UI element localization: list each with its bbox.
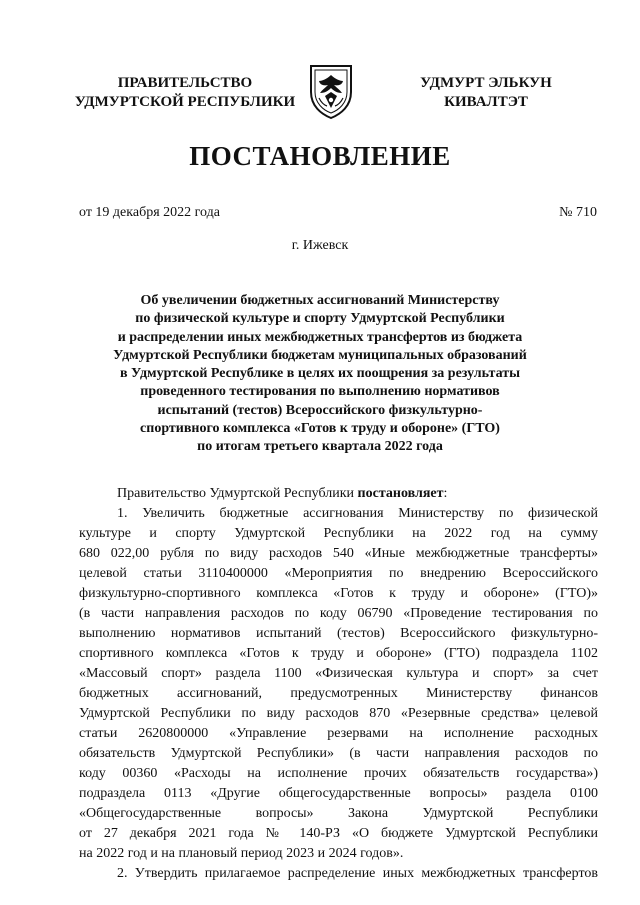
subject-line: проведенного тестирования по выполнению нормативов	[140, 384, 500, 400]
document-title: ПОСТАНОВЛЕНИЕ	[189, 141, 451, 171]
body-line: 680 022,00 рубля по виду расходов 540 «Иные межбюджетные трансферты»	[79, 546, 598, 561]
body-line: подраздела 0113 «Другие общегосударственные вопросы» раздела 0100	[79, 786, 598, 801]
subject-line: и распределении иных межбюджетных трансфертов из бюджета	[117, 329, 523, 345]
subject-line: Удмуртской Республики бюджетам муниципальных образований	[113, 347, 527, 363]
document-subject	[100, 292, 540, 457]
intro-text: Правительство Удмуртской Республики	[117, 486, 358, 501]
body-line: культуре и спорту Удмуртской Республики на 2022 год на сумму	[79, 526, 598, 541]
body-line: «Массовый спорт» раздела 1100 «Физическая культура и спорт» за счет	[79, 666, 598, 681]
body-line: физкультурно-спортивного комплекса «Готов к труду и обороне» (ГТО)»	[79, 586, 598, 601]
body-line: статьи 2620800000 «Управление резервами на исполнение расходных	[79, 726, 598, 741]
body-line: спортивного комплекса «Готов к труду и обороне» (ГТО) подраздела 1102	[79, 646, 598, 661]
body-line: на 2022 год и на плановый период 2023 и 2024 годов».	[79, 846, 404, 861]
body-line: выполнению нормативов испытаний (тестов) Всероссийского физкультурно-	[79, 626, 598, 641]
body-line: 1. Увеличить бюджетные ассигнования Министерству по физической	[117, 506, 598, 521]
body-line: (в части направления расходов по коду 06790 «Проведение тестирования по	[79, 606, 598, 621]
header-government-udm	[392, 74, 580, 112]
body-line: целевой статьи 3110400000 «Мероприятия по внедрению Всероссийского	[79, 566, 598, 581]
document-number: № 710	[559, 205, 597, 220]
header-government-ru	[40, 74, 330, 112]
body-line: коду 00360 «Расходы на исполнение прочих обязательств государства»)	[79, 766, 598, 781]
body-line: обязательств Удмуртской Республики» (в части направления расходов по	[79, 746, 598, 761]
header-right-line-1: УДМУРТ ЭЛЬКУН	[420, 75, 552, 91]
subject-line: по физической культуре и спорту Удмуртской Республики	[135, 311, 505, 327]
udmurt-republic-emblem-icon	[307, 62, 355, 120]
header-left-line-1: ПРАВИТЕЛЬСТВО	[117, 75, 253, 91]
subject-line: испытаний (тестов) Всероссийского физкультурно-	[157, 402, 483, 418]
document-city: г. Ижевск	[291, 238, 349, 253]
intro-tail: :	[443, 486, 448, 501]
body-line: бюджетных ассигнований, предусмотренных Министерству финансов	[79, 686, 598, 701]
subject-line: спортивного комплекса «Готов к труду и обороне» (ГТО)	[140, 421, 500, 437]
intro-bold: постановляет	[357, 486, 444, 501]
body-line: Удмуртской Республики по виду расходов 870 «Резервные средства» целевой	[79, 706, 598, 721]
document-date: от 19 декабря 2022 года	[79, 205, 220, 220]
subject-line: в Удмуртской Республике в целях их поощрения за результаты	[119, 366, 521, 382]
body-line: 2. Утвердить прилагаемое распределение иных межбюджетных трансфертов	[117, 866, 598, 881]
subject-line: Об увеличении бюджетных ассигнований Министерству	[140, 293, 500, 308]
intro-line	[79, 484, 598, 504]
document-body	[79, 484, 598, 884]
subject-line: по итогам третьего квартала 2022 года	[197, 439, 443, 455]
body-line: от 27 декабря 2021 года № 140-РЗ «О бюджете Удмуртской Республики	[79, 826, 598, 841]
header-left-line-2: УДМУРТСКОЙ РЕСПУБЛИКИ	[74, 94, 296, 110]
body-line: «Общегосударственные вопросы» Закона Удмуртской Республики	[79, 806, 598, 821]
header-right-line-2: КИВАЛТЭТ	[444, 94, 528, 110]
